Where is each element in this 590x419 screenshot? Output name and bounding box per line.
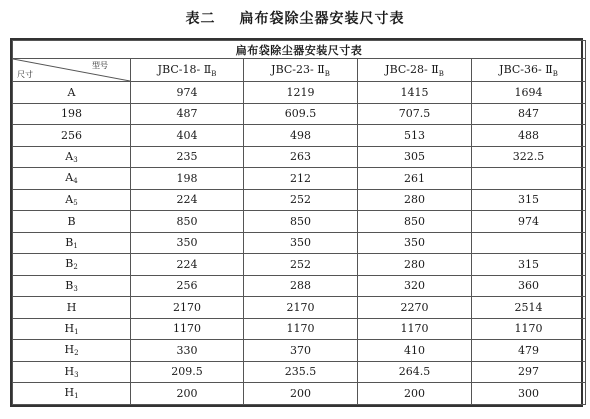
table-row: [13, 103, 586, 125]
dimension-subscript: 3: [74, 370, 79, 379]
dimension-subscript: 1: [73, 241, 78, 250]
value-cell: 1170: [131, 318, 244, 340]
value-cell: 200: [358, 383, 472, 405]
value-cell: 280: [358, 189, 472, 211]
dimension-label-cell: [13, 82, 131, 104]
corner-model-label: 型号: [92, 61, 108, 70]
dimension-label-cell: [13, 232, 131, 254]
table-number: 表二: [185, 11, 216, 27]
table-row: [13, 232, 586, 254]
value-cell: 404: [131, 125, 244, 147]
dimension-label-cell: [13, 297, 131, 319]
value-cell: 487: [131, 103, 244, 125]
value-cell: 224: [131, 189, 244, 211]
table-title: 扁布袋除尘器安装尺寸表: [239, 11, 405, 27]
value-cell: 850: [244, 211, 358, 233]
table-row: [13, 189, 586, 211]
value-cell: 513: [358, 125, 472, 147]
value-cell: 252: [244, 254, 358, 276]
value-cell: 850: [131, 211, 244, 233]
value-cell: 263: [244, 146, 358, 168]
dimension-label: A: [65, 149, 74, 163]
table-row: [13, 297, 586, 319]
dimension-label: 198: [61, 107, 82, 121]
value-cell: 479: [472, 340, 586, 362]
table-row: [13, 383, 586, 405]
model-subscript: B: [438, 69, 444, 78]
model-header-2: [244, 59, 358, 82]
dimension-label-cell: [13, 254, 131, 276]
value-cell: 350: [244, 232, 358, 254]
value-cell: 847: [472, 103, 586, 125]
dimension-label: H: [64, 321, 75, 335]
table-row: [13, 275, 586, 297]
value-cell: 350: [131, 232, 244, 254]
dimension-label-cell: [13, 383, 131, 405]
value-cell: 212: [244, 168, 358, 190]
table-caption: 扁布袋除尘器安装尺寸表: [13, 41, 586, 59]
dimension-label: H: [64, 386, 75, 400]
value-cell: 235.5: [244, 361, 358, 383]
corner-dimension-label: 尺寸: [17, 70, 33, 79]
value-cell: 1694: [472, 82, 586, 104]
value-cell: 264.5: [358, 361, 472, 383]
value-cell: 498: [244, 125, 358, 147]
table-row: [13, 211, 586, 233]
model-name: JBC-28- Ⅱ: [385, 62, 439, 76]
model-name: JBC-18- Ⅱ: [157, 62, 212, 76]
dimension-subscript: 2: [73, 263, 78, 272]
dimension-subscript: 3: [73, 155, 78, 164]
value-cell: 200: [244, 383, 358, 405]
value-cell: 320: [358, 275, 472, 297]
value-cell: 488: [472, 125, 586, 147]
dimension-subscript: 2: [74, 349, 79, 358]
dimension-label-cell: [13, 340, 131, 362]
value-cell: 350: [358, 232, 472, 254]
value-cell: 707.5: [358, 103, 472, 125]
value-cell: 300: [472, 383, 586, 405]
value-cell: 1219: [244, 82, 358, 104]
value-cell: 360: [472, 275, 586, 297]
value-cell: 974: [472, 211, 586, 233]
dimension-label-cell: [13, 168, 131, 190]
value-cell: 315: [472, 254, 586, 276]
dimension-label: 256: [61, 128, 82, 142]
page-title: [0, 8, 590, 28]
table-row: [13, 254, 586, 276]
dimension-label: B: [65, 278, 74, 292]
value-cell: 315: [472, 189, 586, 211]
model-header-3: [358, 59, 472, 82]
dimension-label-cell: [13, 146, 131, 168]
table-row: [13, 82, 586, 104]
value-cell: 1170: [358, 318, 472, 340]
dimension-subscript: 3: [73, 284, 78, 293]
value-cell: 974: [131, 82, 244, 104]
value-cell: 2170: [244, 297, 358, 319]
value-cell: 224: [131, 254, 244, 276]
value-cell: 235: [131, 146, 244, 168]
dimension-table: [12, 40, 586, 405]
table-body: [13, 82, 586, 405]
dimension-label-cell: [13, 125, 131, 147]
dimension-label: B: [67, 214, 76, 228]
value-cell: [472, 232, 586, 254]
value-cell: 252: [244, 189, 358, 211]
dimension-table-frame: [10, 38, 583, 407]
value-cell: 2514: [472, 297, 586, 319]
model-header-1: [131, 59, 244, 82]
value-cell: 1415: [358, 82, 472, 104]
table-row: [13, 340, 586, 362]
value-cell: 297: [472, 361, 586, 383]
dimension-subscript: 1: [74, 327, 79, 336]
value-cell: 288: [244, 275, 358, 297]
value-cell: 330: [131, 340, 244, 362]
dimension-label: A: [67, 85, 76, 99]
model-subscript: B: [211, 69, 217, 78]
dimension-label-cell: [13, 189, 131, 211]
value-cell: 410: [358, 340, 472, 362]
dimension-label: B: [65, 235, 74, 249]
dimension-label: H: [64, 343, 75, 357]
dimension-label: B: [65, 257, 74, 271]
value-cell: 1170: [472, 318, 586, 340]
value-cell: 305: [358, 146, 472, 168]
dimension-label-cell: [13, 211, 131, 233]
model-name: JBC-23- Ⅱ: [271, 62, 325, 76]
dimension-subscript: 5: [73, 198, 78, 207]
dimension-label: A: [65, 192, 74, 206]
table-row: [13, 318, 586, 340]
value-cell: [472, 168, 586, 190]
value-cell: 280: [358, 254, 472, 276]
dimension-label: H: [66, 300, 77, 314]
value-cell: 850: [358, 211, 472, 233]
value-cell: 209.5: [131, 361, 244, 383]
value-cell: 2270: [358, 297, 472, 319]
model-subscript: B: [324, 69, 330, 78]
dimension-label: A: [65, 171, 74, 185]
corner-header-cell: [13, 59, 131, 82]
value-cell: 198: [131, 168, 244, 190]
dimension-label-cell: [13, 275, 131, 297]
dimension-label: H: [64, 364, 75, 378]
dimension-subscript: 1: [74, 392, 79, 401]
value-cell: 609.5: [244, 103, 358, 125]
dimension-label-cell: [13, 361, 131, 383]
dimension-label-cell: [13, 318, 131, 340]
table-row: [13, 361, 586, 383]
value-cell: 200: [131, 383, 244, 405]
model-name: JBC-36- Ⅱ: [499, 62, 553, 76]
value-cell: 256: [131, 275, 244, 297]
value-cell: 1170: [244, 318, 358, 340]
value-cell: 322.5: [472, 146, 586, 168]
value-cell: 2170: [131, 297, 244, 319]
table-row: [13, 168, 586, 190]
dimension-label-cell: [13, 103, 131, 125]
model-header-4: [472, 59, 586, 82]
value-cell: 370: [244, 340, 358, 362]
dimension-subscript: 4: [73, 177, 78, 186]
model-subscript: B: [552, 69, 558, 78]
value-cell: 261: [358, 168, 472, 190]
table-row: [13, 125, 586, 147]
table-row: [13, 146, 586, 168]
